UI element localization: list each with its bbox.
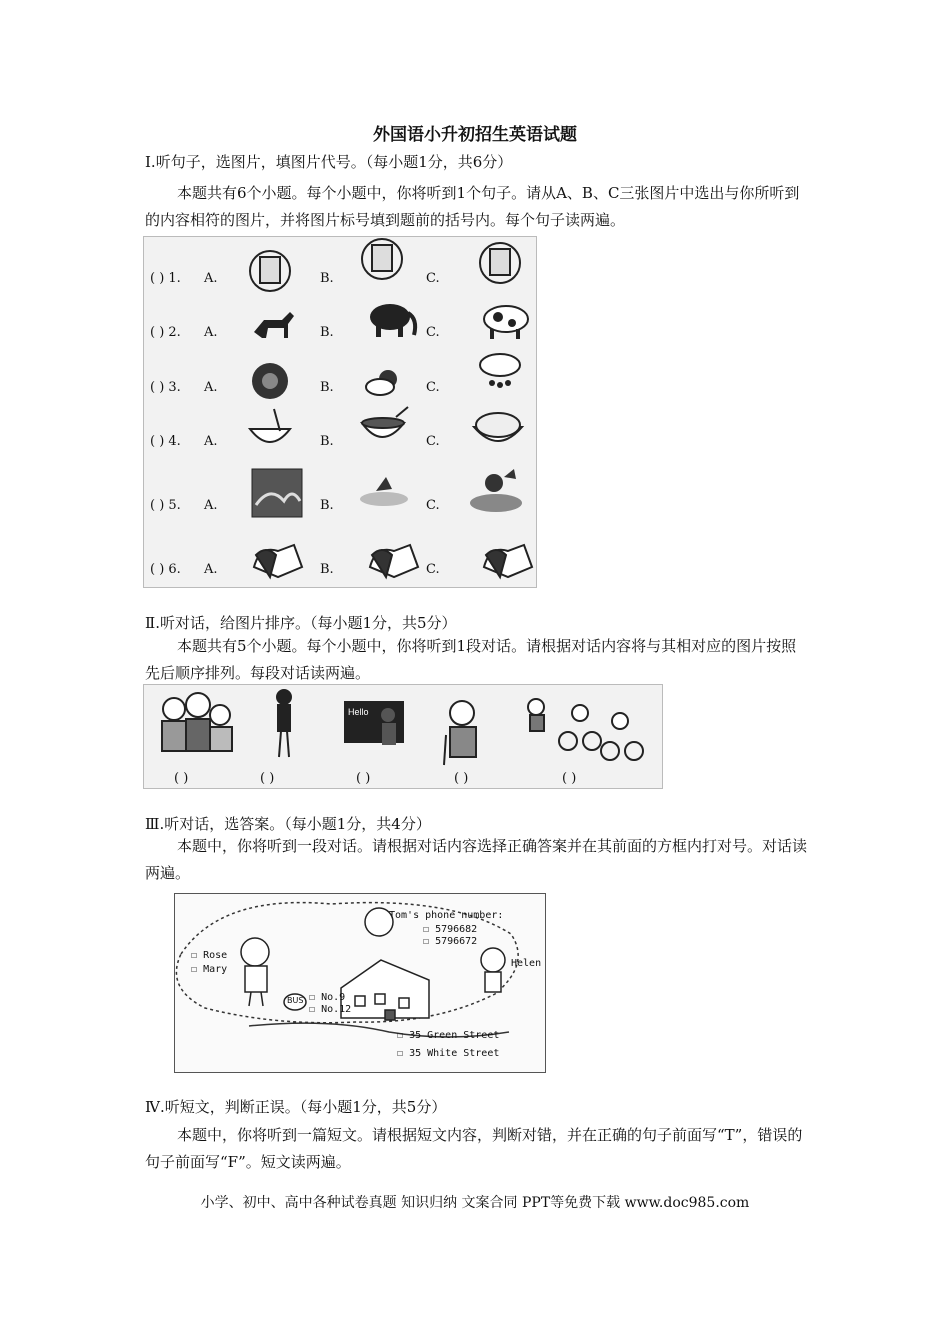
name-option-label: Mary: [203, 964, 228, 975]
question-row-4: [144, 422, 536, 462]
option-a-label: A.: [204, 434, 218, 449]
option-c-label: C.: [426, 562, 440, 577]
house-icon: [341, 960, 429, 1020]
cyclists-icon: [559, 705, 643, 760]
checkbox-icon[interactable]: ☐: [309, 992, 316, 1003]
option-c-label: C.: [426, 380, 440, 395]
bus-label: BUS: [287, 996, 304, 1005]
helen-label: Helen: [511, 958, 542, 969]
section-3-heading: Ⅲ.听对话，选答案。（每小题1分，共4分）: [145, 815, 431, 833]
checkbox-icon[interactable]: ☐: [191, 964, 198, 975]
question-number: ( ) 1.: [150, 271, 181, 286]
option-a-label: A.: [204, 380, 218, 395]
hello-sign: Hello: [348, 707, 369, 717]
name-option-label: Rose: [203, 950, 228, 961]
option-b-label: B.: [320, 380, 334, 395]
question-number: ( ) 4.: [150, 434, 181, 449]
street-option-1[interactable]: [397, 1030, 499, 1041]
boy-standing-icon: [277, 690, 291, 757]
section-2-heading: Ⅱ.听对话，给图片排序。（每小题1分，共5分）: [145, 614, 457, 632]
option-a-label: A.: [204, 562, 218, 577]
picture-order-drawings: [144, 685, 662, 788]
street-option-label: 35 White Street: [409, 1048, 500, 1059]
question-row-2: [144, 313, 536, 353]
bus-option-label: No.9: [321, 992, 346, 1003]
blackboard-icon: [344, 701, 404, 745]
option-a-label: A.: [204, 498, 218, 513]
question-number: ( ) 3.: [150, 380, 181, 395]
option-b-label: B.: [320, 271, 334, 286]
phone-number-title: Tom's phone number:: [389, 910, 504, 921]
checkbox-icon[interactable]: ☐: [423, 924, 430, 935]
street-option-label: 35 Green Street: [409, 1030, 500, 1041]
question-number: ( ) 6.: [150, 562, 181, 577]
checkbox-icon[interactable]: ☐: [423, 936, 430, 947]
picture-order-figure: [143, 684, 663, 789]
order-bracket-1[interactable]: ( ): [174, 771, 189, 786]
option-a-label: A.: [204, 325, 218, 340]
checkbox-icon[interactable]: ☐: [397, 1048, 404, 1059]
option-b-label: B.: [320, 562, 334, 577]
page-footer: 小学、初中、高中各种试卷真题 知识归纳 文案合同 PPT等免费下载 www.doc985.com: [200, 1195, 750, 1211]
picture-choice-figure: [143, 236, 537, 588]
bus-option-label: No.12: [321, 1004, 352, 1015]
phone-option-2[interactable]: [423, 936, 477, 947]
question-row-1: [144, 259, 536, 299]
helen-icon: [481, 948, 505, 992]
phone-option-1[interactable]: [423, 924, 477, 935]
question-number: ( ) 5.: [150, 498, 181, 513]
phone-option-label: 5796672: [435, 936, 478, 947]
section-4-heading: Ⅳ.听短文，判断正误。（每小题1分，共5分）: [145, 1098, 447, 1116]
bus-option-2[interactable]: [309, 1004, 351, 1015]
name-option-2[interactable]: [191, 964, 227, 975]
street-option-2[interactable]: [397, 1048, 499, 1059]
option-a-label: A.: [204, 271, 218, 286]
option-b-label: B.: [320, 434, 334, 449]
girl-rose-mary-icon: [241, 938, 269, 1006]
child-icon: [528, 699, 544, 731]
question-row-3: [144, 368, 536, 408]
page-title: 外国语小升初招生英语试题: [373, 125, 577, 145]
option-c-label: C.: [426, 325, 440, 340]
map-question-figure: [174, 893, 546, 1073]
section-3-instruction: 本题中，你将听到一段对话。请根据对话内容选择正确答案并在其前面的方框内打对号。对话读两遍。: [145, 837, 808, 882]
checkbox-icon[interactable]: ☐: [191, 950, 198, 961]
name-option-1[interactable]: [191, 950, 227, 961]
checkbox-icon[interactable]: ☐: [397, 1030, 404, 1041]
order-bracket-5[interactable]: ( ): [562, 771, 577, 786]
section-1-instruction: 本题共有6个小题。每个小题中，你将听到1个句子。请从A、B、C三张图片中选出与你所听到的内容相符的图片，并将图片标号填到题前的括号内。每个句子读两遍。: [145, 184, 800, 229]
family-icon: [162, 693, 232, 751]
question-row-6: [144, 550, 536, 588]
order-bracket-3[interactable]: ( ): [356, 771, 371, 786]
question-number: ( ) 2.: [150, 325, 181, 340]
option-b-label: B.: [320, 498, 334, 513]
section-1-heading: Ⅰ.听句子，选图片，填图片代号。（每小题1分，共6分）: [145, 153, 513, 171]
option-c-label: C.: [426, 498, 440, 513]
checkbox-icon[interactable]: ☐: [309, 1004, 316, 1015]
section-2-instruction: 本题共有5个小题。每个小题中，你将听到1段对话。请根据对话内容将与其相对应的图片按照先后顺序排列。每段对话读两遍。: [145, 637, 797, 682]
old-man-icon: [444, 701, 476, 765]
order-bracket-2[interactable]: ( ): [260, 771, 275, 786]
option-b-label: B.: [320, 325, 334, 340]
order-bracket-4[interactable]: ( ): [454, 771, 469, 786]
bus-option-1[interactable]: [309, 992, 345, 1003]
option-c-label: C.: [426, 271, 440, 286]
option-c-label: C.: [426, 434, 440, 449]
section-4-instruction: 本题中，你将听到一篇短文。请根据短文内容，判断对错，并在正确的句子前面写“T”，错误的句子前面写“F”。短文读两遍。: [145, 1126, 803, 1171]
phone-option-label: 5796682: [435, 924, 478, 935]
question-row-5: [144, 486, 536, 526]
